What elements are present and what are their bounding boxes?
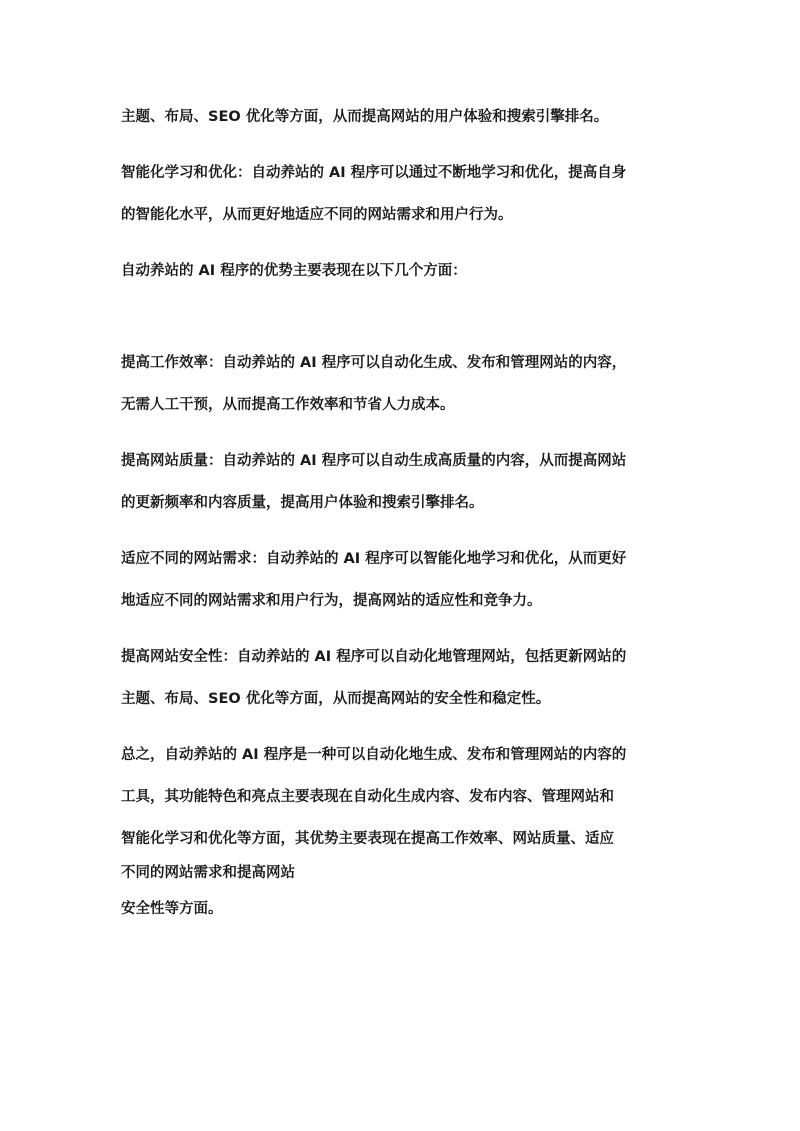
text-line: 主题、布局、SEO 优化等方面，从而提高网站的安全性和稳定性。 [121, 691, 551, 707]
text-line: 提高工作效率：自动养站的 AI 程序可以自动化生成、发布和管理网站的内容， [121, 355, 627, 371]
text-line: 智能化学习和优化等方面，其优势主要表现在提高工作效率、网站质量、适应 [121, 831, 614, 847]
text-line: 工具，其功能特色和亮点主要表现在自动化生成内容、发布内容、管理网站和 [121, 789, 614, 805]
text-line: 不同的网站需求和提高网站 [121, 865, 295, 881]
text-line: 地适应不同的网站需求和用户行为，提高网站的适应性和竞争力。 [121, 593, 542, 609]
text-line: 提高网站安全性：自动养站的 AI 程序可以自动化地管理网站，包括更新网站的 [121, 649, 627, 665]
text-line: 的智能化水平，从而更好地适应不同的网站需求和用户行为。 [121, 207, 513, 223]
text-line: 总之，自动养站的 AI 程序是一种可以自动化地生成、发布和管理网站的内容的 [121, 747, 627, 763]
text-line: 的更新频率和内容质量，提高用户体验和搜索引擎排名。 [121, 495, 484, 511]
text-line: 无需人工干预，从而提高工作效率和节省人力成本。 [121, 397, 455, 413]
text-line: 提高网站质量：自动养站的 AI 程序可以自动生成高质量的内容，从而提高网站 [121, 453, 627, 469]
text-line: 主题、布局、SEO 优化等方面，从而提高网站的用户体验和搜索引擎排名。 [121, 109, 609, 125]
text-line: 智能化学习和优化：自动养站的 AI 程序可以通过不断地学习和优化，提高自身 [121, 165, 627, 181]
text-line: 适应不同的网站需求：自动养站的 AI 程序可以智能化地学习和优化，从而更好 [121, 551, 627, 567]
text-line: 自动养站的 AI 程序的优势主要表现在以下几个方面： [121, 263, 467, 279]
text-line: 安全性等方面。 [121, 901, 223, 917]
